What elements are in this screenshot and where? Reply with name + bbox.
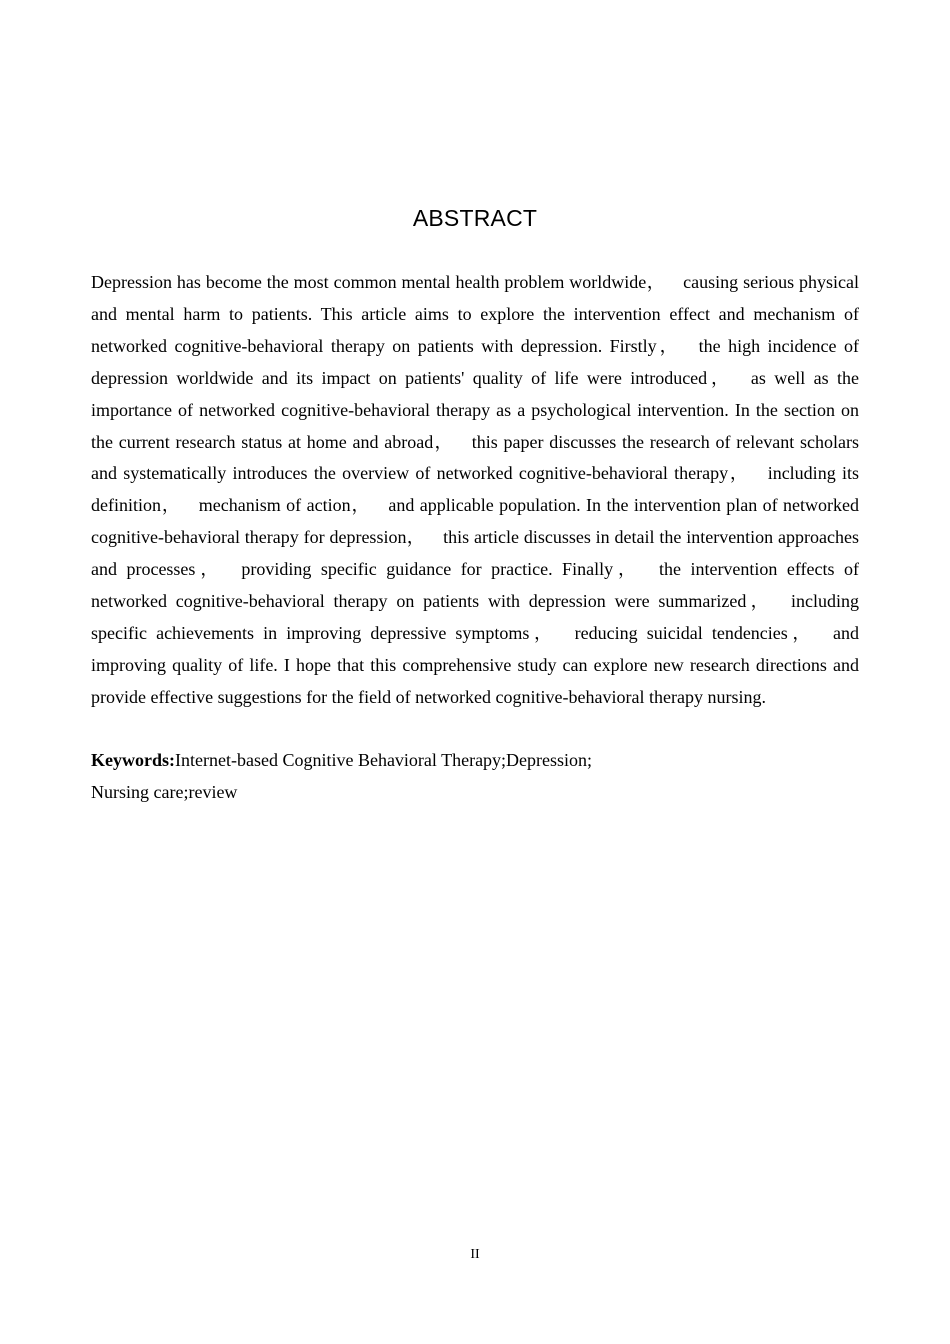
keywords-list-continued: Nursing care;review [91,781,238,802]
page-number: II [470,1247,480,1262]
abstract-paragraph: Depression has become the most common mental health problem worldwide， causing serious physical and mental harm to patients. This article aims to explore the intervention effect and mechanism of networked cognitive-behavioral therapy on patients with depression. Firstly， the high incidence of depression worldwide and its impact on patients' quality of life were introduced， as well as the importance of networked cognitive-behavioral therapy as a psychological intervention. In the section on the current research status at home and abroad， this paper discusses the research of relevant scholars and systematically introduces the overview of networked cognitive-behavioral therapy， including its definition， mechanism of action， and applicable population. In the intervention plan of networked cognitive-behavioral therapy for depression， this article discusses in detail the intervention approaches and processes， providing specific guidance for practice. Finally， the intervention effects of networked cognitive-behavioral therapy on patients with depression were summarized， including specific achievements in improving depressive symptoms， reducing suicidal tendencies， and improving quality of life. I hope that this comprehensive study can explore new research directions and provide effective suggestions for the field of networked cognitive-behavioral therapy nursing. [91,272,859,707]
keywords-section [91,745,859,809]
abstract-title: ABSTRACT [412,205,538,231]
keywords-label: Keywords: [91,750,175,770]
keywords-list: Internet-based Cognitive Behavioral Therapy;Depression; [175,750,593,770]
